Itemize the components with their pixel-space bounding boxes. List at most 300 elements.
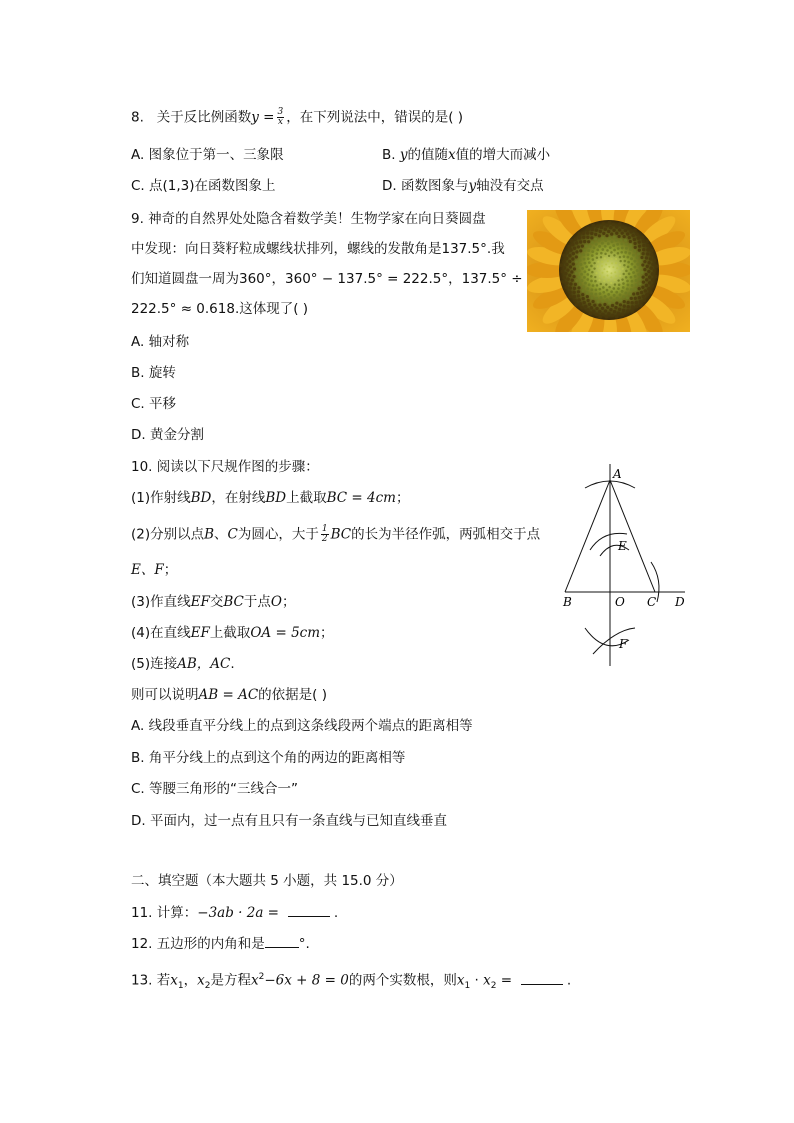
seed [630, 301, 633, 304]
seed [624, 251, 627, 254]
seed [582, 301, 586, 305]
q10-option-c: C. 等腰三角形的“三线合一” [131, 781, 298, 797]
seed [590, 288, 593, 291]
seed [621, 225, 625, 229]
q10-step5: (5)连接AB，AC. [131, 656, 235, 672]
seed [631, 280, 634, 283]
seed [607, 230, 610, 233]
seed [625, 270, 628, 273]
seed [577, 286, 580, 289]
seed [622, 273, 624, 275]
seed [634, 288, 637, 291]
seed [650, 284, 654, 288]
seed [604, 239, 607, 242]
seed [636, 263, 639, 266]
seed [595, 272, 597, 274]
seed [639, 266, 642, 269]
seed [642, 244, 646, 248]
seed [633, 242, 636, 245]
seed [568, 286, 572, 290]
seed [568, 274, 571, 277]
seed [616, 297, 619, 300]
q8-option-d: D. 函数图象与y轴没有交点 [382, 178, 544, 194]
label-o: O [615, 595, 625, 609]
seed [629, 248, 632, 251]
seed [637, 273, 640, 276]
seed [590, 296, 593, 299]
seed [611, 223, 615, 227]
seed [577, 290, 580, 293]
label-b: B [563, 595, 572, 609]
seed [595, 307, 598, 310]
seed [627, 226, 631, 230]
seed [595, 289, 598, 292]
q10-option-b: B. 角平分线上的点到这个角的两边的距离相等 [131, 750, 406, 766]
q10-step4: (4)在直线EF上截取OA = 5cm； [131, 625, 334, 641]
seed [582, 285, 585, 288]
seed [623, 264, 625, 266]
seed [572, 252, 575, 255]
seed [616, 243, 619, 246]
seed [586, 236, 589, 239]
seed [627, 266, 630, 269]
seed [638, 296, 642, 300]
seed [586, 278, 589, 281]
arc-f-right [593, 628, 635, 654]
seed [588, 261, 591, 264]
seed [617, 287, 620, 290]
seed [590, 265, 593, 268]
seed [610, 258, 612, 260]
seed [591, 241, 594, 244]
seed [578, 269, 581, 272]
seed [640, 235, 644, 239]
q8-option-b: B. y的值随x值的增大而减小 [382, 147, 551, 163]
seed [626, 305, 630, 309]
seed [591, 250, 594, 253]
seed [622, 286, 625, 289]
seed [630, 257, 633, 260]
q12: 12. 五边形的内角和是 °. [131, 936, 310, 952]
seed [628, 272, 631, 275]
seed [622, 309, 626, 313]
q8-stem: 8. 关于反比例函数y = $\frac{3}{x}$ ，在下列说法中，错误的是( ) [131, 107, 464, 127]
seed [628, 236, 631, 239]
seed [590, 236, 593, 239]
seed [635, 279, 638, 282]
seed [638, 287, 641, 290]
seed [595, 297, 598, 300]
seed [638, 249, 641, 252]
seed [631, 234, 635, 238]
seed [578, 236, 582, 240]
seed [605, 263, 607, 265]
seed [591, 271, 593, 273]
seed [618, 228, 622, 232]
seed [579, 249, 582, 252]
seed [643, 289, 647, 293]
seed [626, 280, 629, 283]
seed [610, 290, 613, 293]
seed [606, 289, 609, 292]
seed [591, 300, 594, 303]
seed [638, 300, 642, 304]
seed [646, 244, 650, 248]
seed [611, 240, 614, 243]
seed [615, 258, 617, 260]
seed [579, 263, 582, 266]
seed [631, 284, 634, 287]
seed [599, 230, 602, 233]
seed [586, 291, 589, 294]
seed [583, 270, 586, 273]
seed [587, 257, 590, 260]
seed [619, 299, 622, 302]
seed [617, 311, 621, 315]
seed [640, 271, 643, 274]
seed [598, 234, 601, 237]
seed [632, 271, 635, 274]
q9-option-c: C. 平移 [131, 396, 177, 412]
q11: 11. 计算：−3ab · 2a = . [131, 905, 339, 921]
sunflower-image [527, 210, 690, 332]
seed [583, 276, 586, 279]
seed [620, 242, 623, 245]
seed [562, 276, 566, 280]
seed [575, 241, 579, 245]
seed [614, 283, 616, 285]
seed [587, 249, 590, 252]
seed [618, 222, 622, 226]
seed [605, 283, 607, 285]
seed [577, 294, 580, 297]
seed [603, 280, 605, 282]
seed [647, 287, 651, 291]
seed [568, 290, 572, 294]
seed [583, 249, 586, 252]
seed [581, 244, 584, 247]
seed [571, 278, 574, 281]
seed [573, 246, 576, 249]
seed [631, 305, 635, 309]
seed [647, 270, 650, 273]
seed [630, 297, 633, 300]
seed [594, 293, 597, 296]
seed [615, 239, 618, 242]
seed [612, 266, 614, 268]
seed [586, 287, 589, 290]
seed [645, 239, 649, 243]
seed [583, 240, 586, 243]
seed [608, 286, 611, 289]
seed [630, 268, 633, 271]
seed [561, 270, 565, 274]
seed [632, 292, 635, 295]
seed [650, 249, 654, 253]
seed [613, 294, 616, 297]
seed [605, 224, 609, 228]
q9-option-a: A. 轴对称 [131, 334, 190, 350]
seed [612, 244, 615, 247]
seed [601, 248, 604, 251]
seed [607, 242, 610, 245]
seed [622, 295, 625, 298]
seed [649, 290, 653, 294]
seed [621, 268, 623, 270]
seed [606, 275, 608, 277]
seed [580, 306, 584, 310]
seed [585, 244, 588, 247]
seed [612, 229, 615, 232]
seed [577, 232, 581, 236]
seed [565, 281, 569, 285]
seed [642, 240, 646, 244]
seed [575, 260, 578, 263]
seed [633, 260, 636, 263]
seed [617, 247, 620, 250]
seed [576, 265, 579, 268]
q8-option-a: A. 图象位于第一、三象限 [131, 147, 284, 163]
seed [622, 235, 625, 238]
seed [621, 246, 624, 249]
seed [581, 267, 584, 270]
seed [626, 301, 629, 304]
seed [618, 307, 621, 310]
seed [603, 303, 606, 306]
seed [574, 303, 578, 307]
seed [587, 253, 590, 256]
seed [567, 245, 571, 249]
seed [582, 236, 586, 240]
segment-ac [610, 480, 655, 592]
seed [605, 234, 608, 237]
label-e: E [618, 539, 627, 553]
answer-blank[interactable] [265, 947, 299, 948]
seed [641, 252, 644, 255]
seed [636, 269, 639, 272]
seed [594, 237, 597, 240]
seed [642, 248, 645, 251]
seed [565, 263, 569, 267]
seed [639, 259, 642, 262]
seed [617, 235, 620, 238]
seed [622, 304, 625, 307]
seed [601, 265, 603, 267]
seed [606, 249, 609, 252]
seed [575, 272, 578, 275]
seed [623, 255, 626, 258]
seed [586, 295, 589, 298]
sunflower-graphic [527, 210, 690, 332]
seed [638, 244, 641, 247]
seed [639, 304, 643, 308]
seed [601, 261, 603, 263]
seed [607, 293, 610, 296]
seed [611, 262, 613, 264]
seed [637, 236, 641, 240]
seed [603, 268, 605, 270]
seed [634, 275, 637, 278]
seed [619, 303, 622, 306]
seed [579, 240, 582, 243]
seed [632, 254, 635, 257]
seed [621, 290, 624, 293]
seed [610, 276, 612, 278]
q10-option-d: D. 平面内，过一点有且只有一条直线与已知直线垂直 [131, 813, 447, 829]
seed [600, 283, 602, 285]
seed [618, 283, 621, 286]
seed [646, 252, 650, 256]
seed [562, 253, 566, 257]
seed [629, 240, 632, 243]
seed [608, 301, 611, 304]
seed [624, 260, 627, 263]
seed [584, 282, 587, 285]
seed [619, 270, 621, 272]
answer-blank[interactable] [521, 984, 563, 985]
seed [626, 256, 629, 259]
seed [645, 284, 648, 287]
seed [615, 262, 617, 264]
seed [626, 284, 629, 287]
seed [640, 256, 643, 259]
section-title: 二、填空题（本大题共 5 小题，共 15.0 分） [131, 873, 403, 889]
seed [596, 284, 599, 287]
seed [601, 272, 603, 274]
seed [628, 252, 631, 255]
seed [578, 254, 581, 257]
seed [575, 255, 578, 258]
seed [574, 283, 577, 286]
q13: 13. 若$x_1$，$x_2$是方程$x^2-6x + 8 = 0$的两个实数根，则$x_1 \cdot x_2$ = . [131, 972, 572, 992]
seed [635, 283, 638, 286]
seed [613, 310, 617, 314]
seed [566, 251, 570, 255]
seed [604, 228, 608, 232]
seed [636, 256, 639, 259]
segment-ab [565, 480, 610, 592]
seed [577, 298, 581, 302]
label-d: D [675, 595, 685, 609]
seed [608, 237, 611, 240]
seed [559, 263, 563, 267]
seed [572, 291, 576, 295]
seed [637, 252, 640, 255]
seed [641, 263, 644, 266]
seed [637, 240, 641, 244]
seed [569, 282, 572, 285]
seed [648, 275, 652, 279]
seed [612, 287, 615, 290]
seed [570, 239, 574, 243]
seed [646, 265, 649, 268]
q9-option-b: B. 旋转 [131, 365, 176, 381]
seed [601, 307, 604, 310]
seed [624, 291, 627, 294]
seed [641, 286, 644, 289]
seed [640, 291, 643, 294]
seed [593, 267, 595, 269]
seed [568, 295, 572, 299]
seed [604, 295, 607, 298]
seed [579, 259, 582, 262]
seed [633, 250, 636, 253]
seed [619, 293, 622, 296]
label-f: F [619, 637, 628, 651]
seed [651, 263, 655, 267]
seed [593, 262, 595, 264]
q10-ask: 则可以说明AB = AC的依据是( ) [131, 687, 327, 703]
q9-option-d: D. 黄金分割 [131, 427, 204, 443]
seed [583, 258, 586, 261]
seed [606, 298, 609, 301]
seed [598, 288, 601, 291]
seed [619, 256, 622, 259]
seed [591, 228, 595, 232]
answer-blank[interactable] [288, 916, 330, 917]
seed [633, 228, 637, 232]
seed [588, 303, 591, 306]
q9-line2: 中发现：向日葵籽粒成螺线状排列，螺线的发散角是137.5°.我 [131, 241, 505, 257]
seed [602, 291, 605, 294]
seed [591, 223, 595, 227]
seed [626, 232, 629, 235]
seed [609, 296, 612, 299]
seed [573, 299, 577, 303]
seed [562, 260, 566, 264]
seed [621, 312, 625, 316]
seed [619, 264, 621, 266]
seed [573, 267, 576, 270]
seed [611, 314, 615, 318]
seed [616, 267, 618, 269]
seed [625, 243, 628, 246]
seed [635, 232, 639, 236]
seed [619, 260, 621, 262]
seed [623, 300, 626, 303]
seed [590, 275, 593, 278]
seed [590, 232, 593, 235]
seed [571, 257, 574, 260]
seed [604, 253, 606, 255]
seed [590, 280, 593, 283]
seed [614, 306, 617, 309]
q10-line1: 10. 阅读以下尺规作图的步骤： [131, 459, 319, 475]
seed [645, 293, 649, 297]
seed [606, 306, 609, 309]
seed [573, 295, 577, 299]
seed [604, 309, 608, 313]
seed [626, 288, 629, 291]
seed [629, 244, 632, 247]
seed [595, 243, 598, 246]
seed [630, 309, 634, 313]
seed [575, 250, 578, 253]
seed [643, 298, 647, 302]
seed [636, 292, 639, 295]
seed [584, 304, 588, 308]
seed [601, 242, 604, 245]
seed [572, 262, 575, 265]
fraction: $\frac{1}{2}$ [321, 524, 328, 544]
seed [615, 302, 618, 305]
seed [630, 288, 633, 291]
q10-option-a: A. 线段垂直平分线上的点到这条线段两个端点的距离相等 [131, 718, 473, 734]
seed [589, 245, 592, 248]
seed [614, 271, 616, 273]
seed [634, 297, 637, 300]
seed [633, 238, 636, 241]
